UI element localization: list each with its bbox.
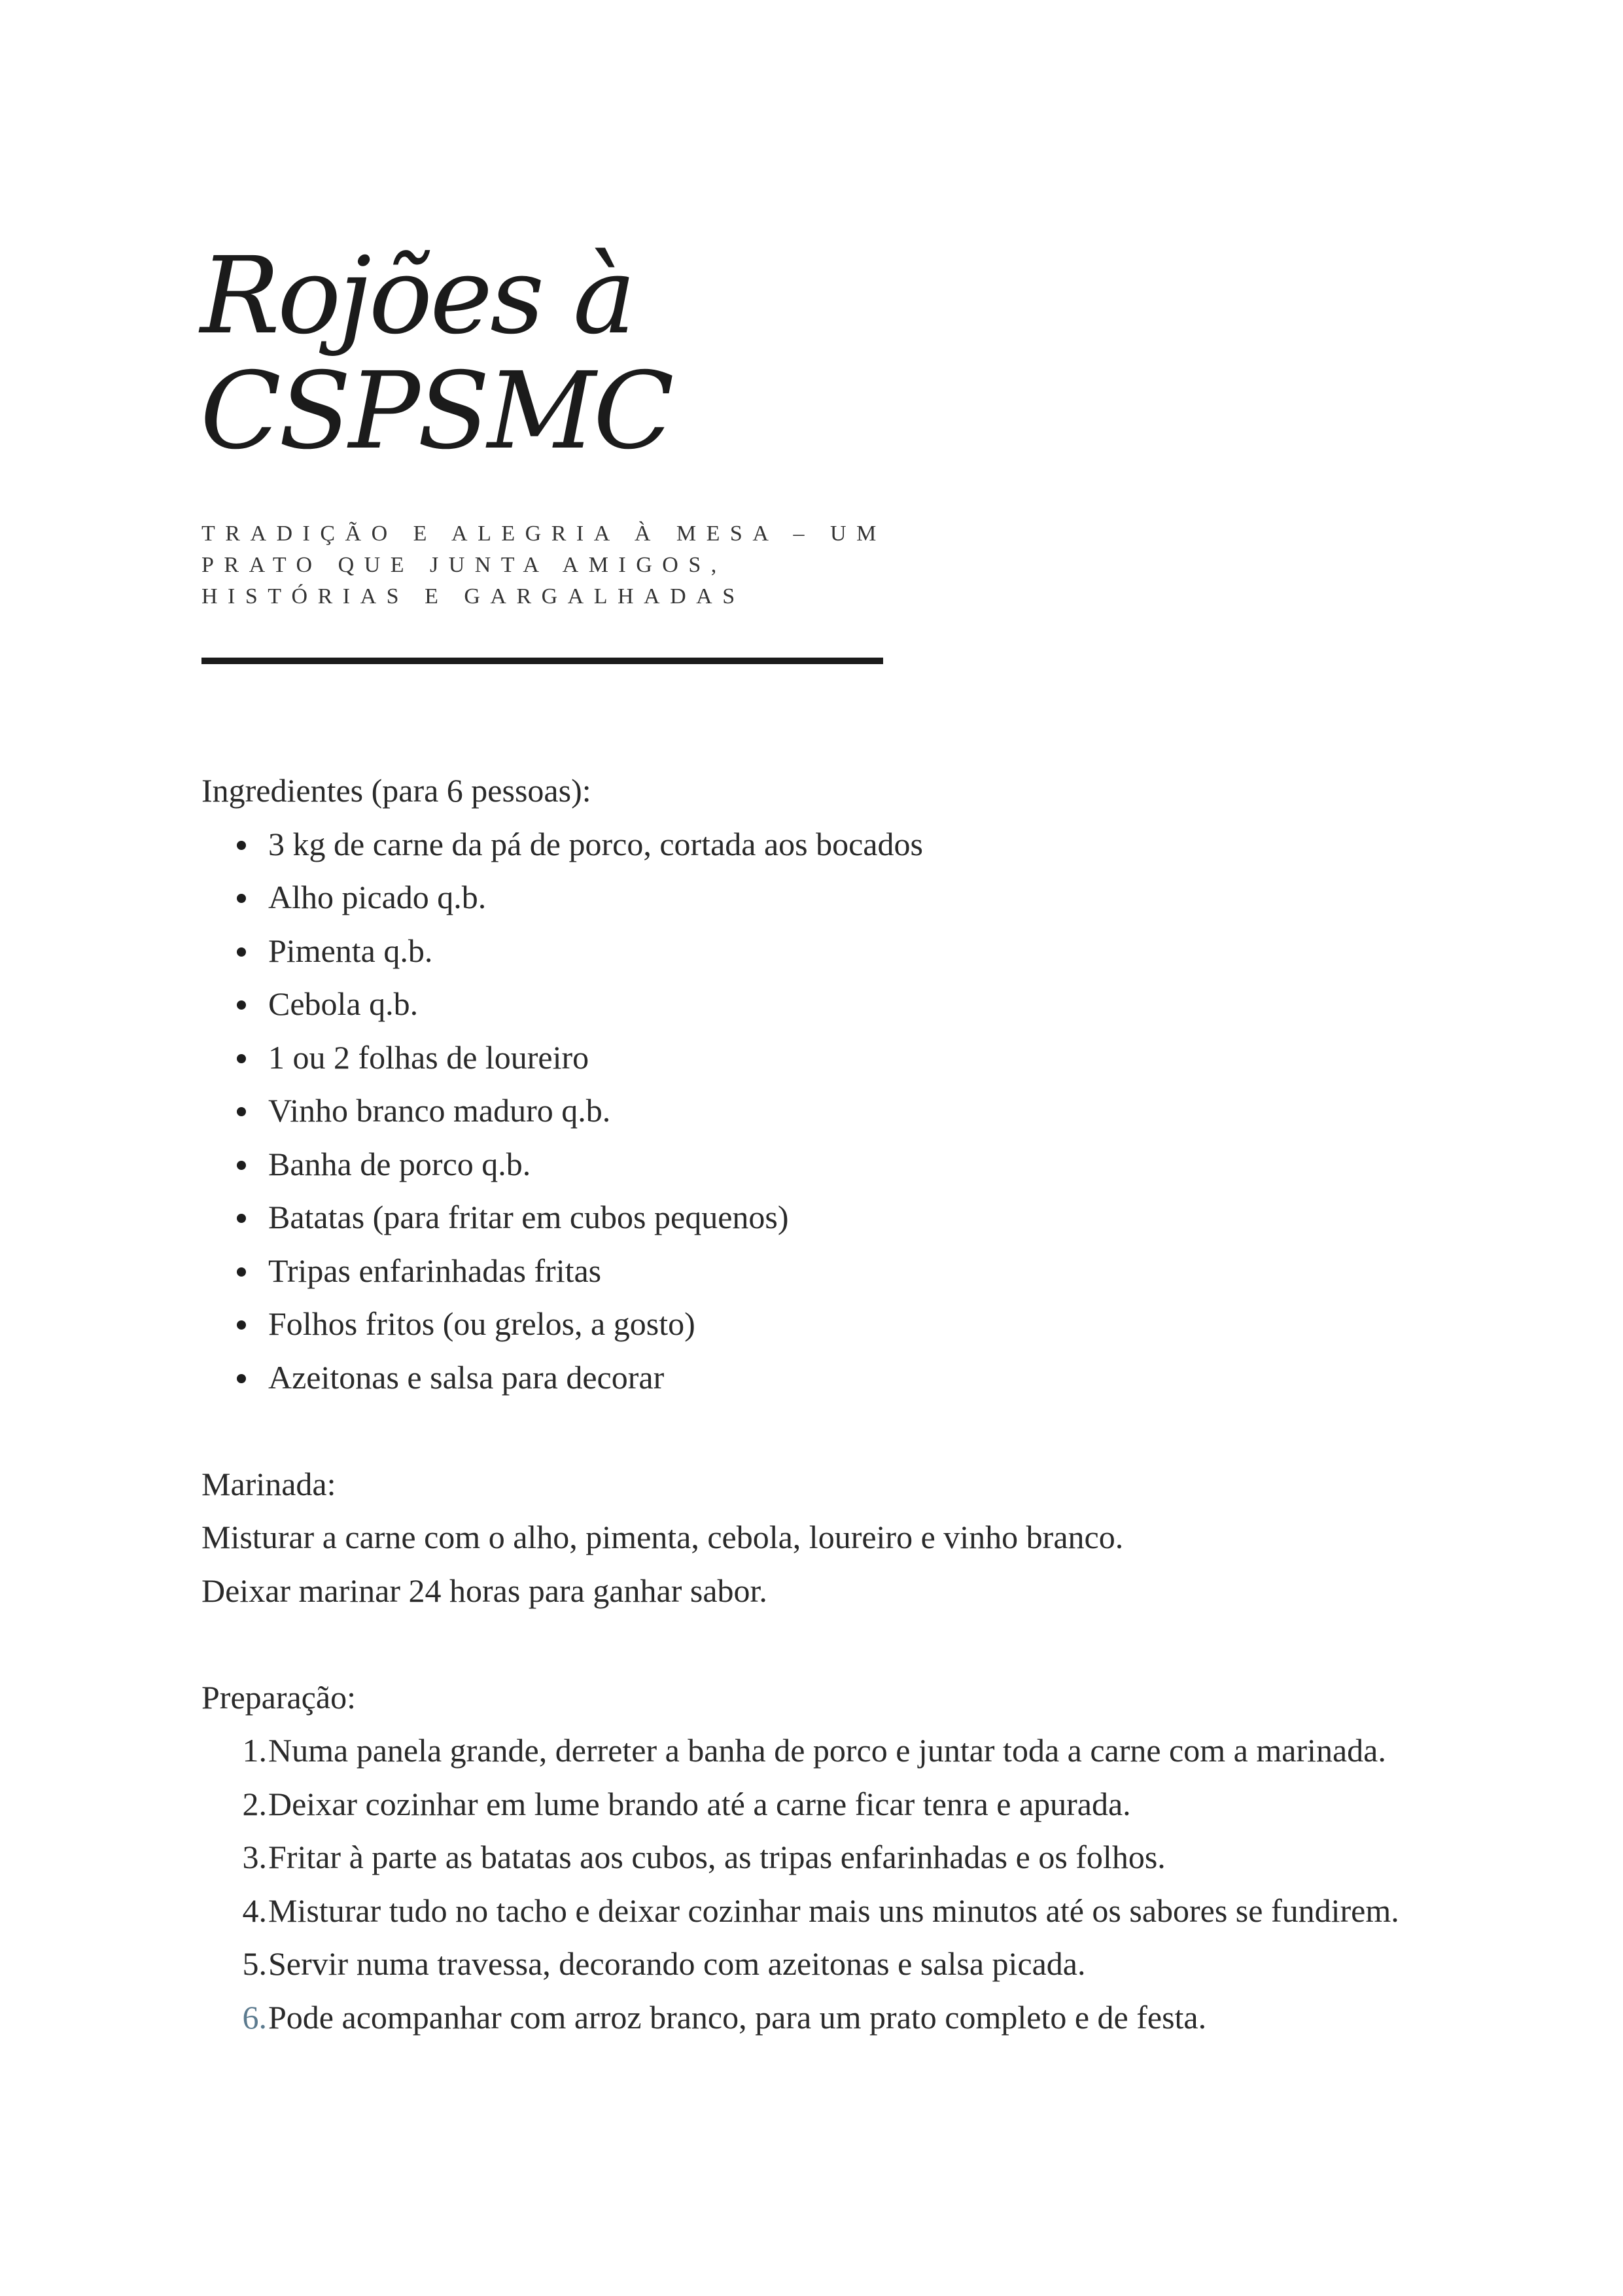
subtitle-line: TRADIÇÃO E ALEGRIA À MESA – UM: [201, 521, 886, 546]
section-gap: [201, 1617, 1444, 1671]
bullet-icon: [237, 1161, 246, 1170]
step-text: Servir numa travessa, decorando com azeitonas e salsa picada.: [268, 1945, 1086, 1982]
list-item: [201, 1191, 1444, 1245]
bullet-icon: [237, 894, 246, 903]
list-item: [201, 1084, 1444, 1138]
ingredient-text: Azeitonas e salsa para decorar: [268, 1358, 665, 1396]
ingredient-text: Vinho branco maduro q.b.: [268, 1092, 611, 1129]
bullet-icon: [237, 1000, 246, 1010]
step-number: 1.: [242, 1732, 267, 1769]
list-item: [201, 871, 1444, 925]
list-item: [201, 1298, 1444, 1351]
bullet-icon: [237, 947, 246, 957]
list-item: [201, 978, 1444, 1031]
preparation-heading: Preparação:: [201, 1678, 356, 1716]
ingredient-text: 3 kg de carne da pá de porco, cortada aos bocados: [268, 825, 923, 862]
step-number: 5.: [242, 1945, 267, 1982]
ingredient-text: Tripas enfarinhadas fritas: [268, 1252, 602, 1289]
title-line: Rojões à: [200, 235, 634, 358]
ingredient-text: Folhos fritos (ou grelos, a gosto): [268, 1305, 695, 1342]
page-title: [200, 235, 672, 473]
step-text: Pode acompanhar com arroz branco, para um prato completo e de festa.: [268, 1998, 1207, 2036]
step-number: 2.: [242, 1785, 267, 1822]
ingredients-list: [201, 818, 1444, 1405]
bullet-icon: [237, 1107, 246, 1116]
preparation-steps: [201, 1724, 1444, 2044]
ingredient-text: Banha de porco q.b.: [268, 1145, 531, 1182]
step-text: Numa panela grande, derreter a banha de porco e juntar toda a carne com a marinada.: [268, 1732, 1386, 1769]
list-item: [201, 1937, 1590, 1991]
list-item: [201, 818, 1444, 872]
step-number: 6.: [242, 1998, 267, 2036]
bullet-icon: [237, 1267, 246, 1277]
divider-rule: [201, 658, 883, 664]
list-item: [201, 1778, 1590, 1831]
list-item: [201, 1031, 1444, 1085]
list-item: [201, 1138, 1444, 1192]
subtitle-line: PRATO QUE JUNTA AMIGOS,: [201, 553, 727, 577]
ingredients-heading: Ingredientes (para 6 pessoas):: [201, 772, 591, 809]
step-number: 3.: [242, 1839, 267, 1875]
title-line: CSPSMC: [200, 350, 672, 473]
bullet-icon: [237, 841, 246, 850]
list-item: [201, 1831, 1590, 1884]
list-item: [201, 1724, 1590, 1778]
step-text: Fritar à parte as batatas aos cubos, as tripas enfarinhadas e os folhos.: [268, 1839, 1166, 1875]
ingredient-text: Cebola q.b.: [268, 985, 419, 1022]
list-item: [201, 1991, 1590, 2045]
recipe-body: [201, 764, 1444, 2044]
bullet-icon: [237, 1214, 246, 1223]
bullet-icon: [237, 1054, 246, 1063]
list-item: [201, 1351, 1444, 1405]
ingredient-text: Alho picado q.b.: [268, 879, 487, 915]
bullet-icon: [237, 1374, 246, 1383]
ingredient-text: Batatas (para fritar em cubos pequenos): [268, 1199, 789, 1235]
marinade-text: Misturar a carne com o alho, pimenta, cebola, loureiro e vinho branco.: [201, 1519, 1124, 1555]
marinade-text: Deixar marinar 24 horas para ganhar sabor.: [201, 1572, 767, 1609]
step-text: Misturar tudo no tacho e deixar cozinhar mais uns minutos até os sabores se fundirem.: [268, 1892, 1399, 1929]
list-item: [201, 1884, 1590, 1938]
ingredient-text: 1 ou 2 folhas de loureiro: [268, 1038, 589, 1076]
step-number: 4.: [242, 1892, 267, 1929]
list-item: [201, 925, 1444, 978]
subtitle: [201, 518, 921, 612]
subtitle-line: HISTÓRIAS E GARGALHADAS: [201, 584, 745, 609]
ingredient-text: Pimenta q.b.: [268, 932, 433, 969]
step-text: Deixar cozinhar em lume brando até a carne ficar tenra e apurada.: [268, 1785, 1131, 1822]
list-item: [201, 1245, 1444, 1298]
bullet-icon: [237, 1320, 246, 1330]
section-gap: [201, 1404, 1444, 1458]
marinade-heading: Marinada:: [201, 1465, 336, 1502]
